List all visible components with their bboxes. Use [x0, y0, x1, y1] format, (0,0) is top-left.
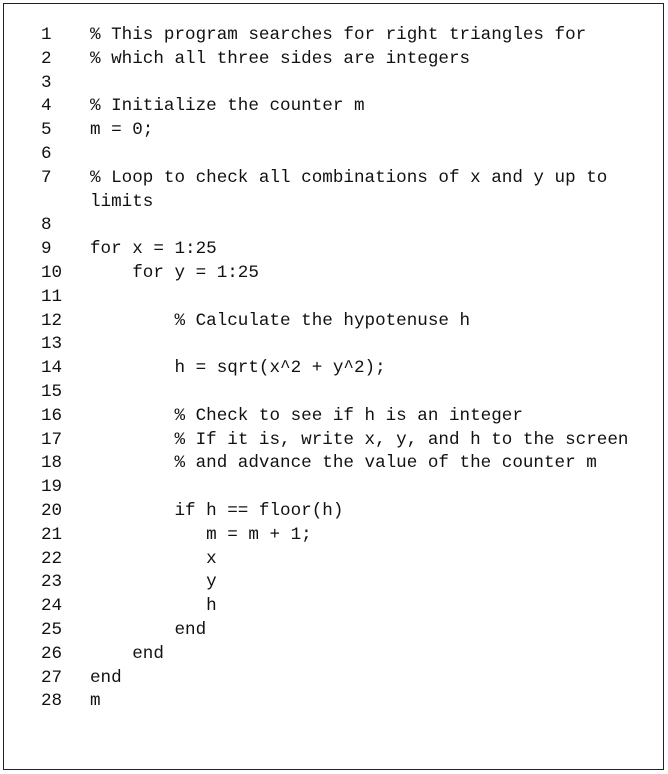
code-line	[41, 381, 662, 405]
code-listing-frame	[3, 3, 664, 770]
line-number: 23	[41, 572, 63, 593]
code-line	[41, 548, 662, 572]
line-number: 16	[41, 405, 63, 426]
code-line	[41, 310, 662, 334]
line-number: 2	[41, 48, 52, 69]
line-number: 26	[41, 643, 63, 664]
code-line	[41, 357, 662, 381]
line-number: 10	[41, 262, 63, 283]
code-text: for y = 1:25	[90, 262, 259, 283]
code-text: m = 0;	[90, 120, 154, 141]
code-line	[41, 286, 662, 310]
line-number: 6	[41, 143, 52, 164]
line-number: 14	[41, 358, 63, 379]
code-text: end	[90, 643, 164, 664]
line-number: 27	[41, 667, 63, 688]
code-line	[41, 476, 662, 500]
code-line	[41, 262, 662, 286]
code-text: end	[90, 667, 122, 688]
code-line	[41, 167, 662, 215]
line-number: 20	[41, 500, 63, 521]
code-line	[41, 619, 662, 643]
line-number: 24	[41, 596, 63, 617]
code-listing	[41, 24, 662, 714]
line-number: 9	[41, 239, 52, 260]
line-number: 4	[41, 96, 52, 117]
code-text: end	[90, 619, 207, 640]
code-text: % which all three sides are integers	[90, 48, 471, 69]
code-line	[41, 500, 662, 524]
code-text: x	[90, 548, 217, 569]
code-text: % Calculate the hypotenuse h	[90, 310, 471, 331]
code-line	[41, 214, 662, 238]
code-line	[41, 72, 662, 96]
code-line	[41, 667, 662, 691]
code-text: m	[90, 691, 101, 712]
code-text: for x = 1:25	[90, 239, 217, 260]
code-line	[41, 238, 662, 262]
code-text: % Initialize the counter m	[90, 96, 365, 117]
code-line	[41, 333, 662, 357]
line-number: 1	[41, 25, 52, 45]
code-line	[41, 143, 662, 167]
line-number: 25	[41, 619, 63, 640]
line-number: 7	[41, 167, 52, 188]
line-number: 12	[41, 310, 63, 331]
code-text: % Check to see if h is an integer	[90, 405, 523, 426]
code-line	[41, 429, 662, 453]
line-number: 3	[41, 72, 52, 93]
code-text: % Loop to check all combinations of x and y up to limits	[90, 167, 618, 212]
code-line	[41, 119, 662, 143]
line-number: 13	[41, 334, 63, 355]
code-line	[41, 524, 662, 548]
code-text: if h == floor(h)	[90, 500, 344, 521]
code-line	[41, 24, 662, 48]
line-number: 17	[41, 429, 63, 450]
code-text: y	[90, 572, 217, 593]
line-number: 5	[41, 120, 52, 141]
code-line	[41, 690, 662, 714]
code-text: % and advance the value of the counter m	[90, 453, 597, 474]
line-number: 18	[41, 453, 63, 474]
code-text: % This program searches for right triangles for	[90, 25, 587, 45]
code-line	[41, 48, 662, 72]
code-line	[41, 571, 662, 595]
line-number: 28	[41, 691, 63, 712]
line-number: 15	[41, 381, 63, 402]
code-line	[41, 405, 662, 429]
line-number: 21	[41, 524, 63, 545]
line-number: 8	[41, 215, 52, 236]
code-text: m = m + 1;	[90, 524, 312, 545]
line-number: 22	[41, 548, 63, 569]
code-text: h	[90, 596, 217, 617]
code-line	[41, 95, 662, 119]
code-line	[41, 452, 662, 476]
line-number: 19	[41, 477, 63, 498]
code-text: h = sqrt(x^2 + y^2);	[90, 358, 386, 379]
code-text: % If it is, write x, y, and h to the screen	[90, 429, 629, 450]
code-line	[41, 643, 662, 667]
code-line	[41, 595, 662, 619]
line-number: 11	[41, 286, 63, 307]
